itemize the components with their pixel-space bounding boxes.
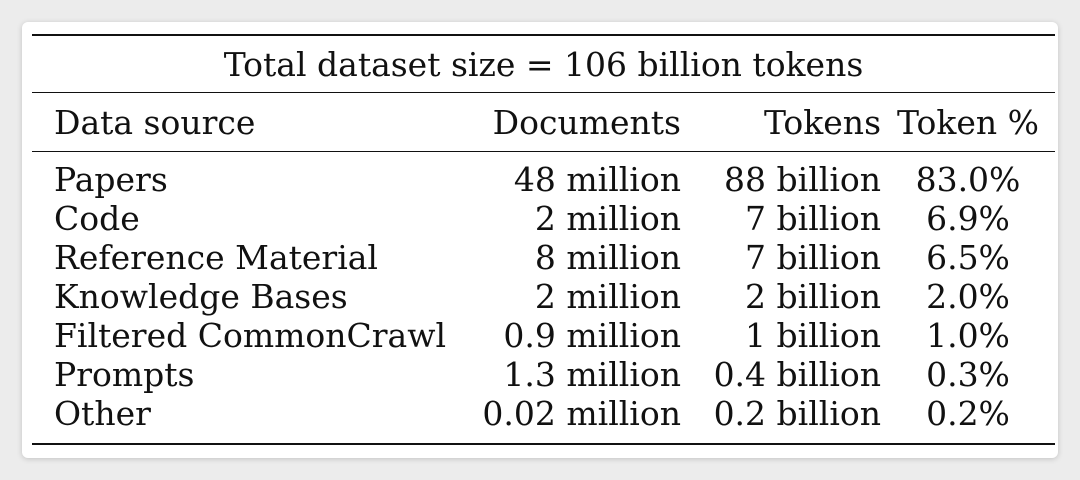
cell-source: Other — [32, 394, 459, 444]
table-row — [32, 277, 1055, 316]
cell-token-pct: 1.0% — [926, 316, 1010, 355]
cell-token-pct: 0.3% — [926, 355, 1010, 394]
cell-tokens: 88 billion — [724, 160, 881, 199]
cell-tokens: 7 billion — [745, 238, 881, 277]
cell-documents: 0.9 million — [503, 316, 681, 355]
cell-token-pct: 83.0% — [915, 160, 1021, 199]
cell-tokens: 7 billion — [745, 199, 881, 238]
cell-token-pct: 2.0% — [926, 277, 1010, 316]
header-documents: Documents — [459, 93, 681, 152]
cell-token-pct: 6.5% — [926, 238, 1010, 277]
table-row — [32, 152, 1055, 200]
table-card — [22, 22, 1058, 458]
cell-source: Knowledge Bases — [54, 277, 348, 316]
header-data-source: Data source — [32, 93, 459, 152]
cell-documents: 0.02 million — [459, 394, 681, 444]
table-caption: Total dataset size = 106 billion tokens — [32, 35, 1055, 93]
header-tokens: Tokens — [681, 93, 881, 152]
cell-source: Prompts — [54, 355, 195, 394]
cell-documents: 2 million — [534, 277, 681, 316]
table-row — [32, 394, 1055, 444]
cell-source: Reference Material — [54, 238, 378, 277]
cell-token-pct: 0.2% — [881, 394, 1055, 444]
cell-tokens: 2 billion — [745, 277, 881, 316]
cell-tokens: 0.4 billion — [713, 355, 881, 394]
table-row — [32, 238, 1055, 277]
cell-tokens: 0.2 billion — [681, 394, 881, 444]
cell-documents: 8 million — [534, 238, 681, 277]
cell-source: Filtered CommonCrawl — [54, 316, 447, 355]
header-token-pct: Token % — [881, 93, 1055, 152]
table-row — [32, 355, 1055, 394]
cell-source: Papers — [54, 160, 168, 199]
table-row — [32, 316, 1055, 355]
cell-source: Code — [54, 199, 140, 238]
cell-documents: 48 million — [513, 160, 681, 199]
cell-documents: 1.3 million — [503, 355, 681, 394]
cell-token-pct: 6.9% — [926, 199, 1010, 238]
dataset-table — [32, 34, 1055, 445]
table-caption-row — [32, 35, 1055, 93]
table-header-row — [32, 93, 1055, 152]
cell-documents: 2 million — [534, 199, 681, 238]
table-row — [32, 199, 1055, 238]
cell-tokens: 1 billion — [745, 316, 881, 355]
